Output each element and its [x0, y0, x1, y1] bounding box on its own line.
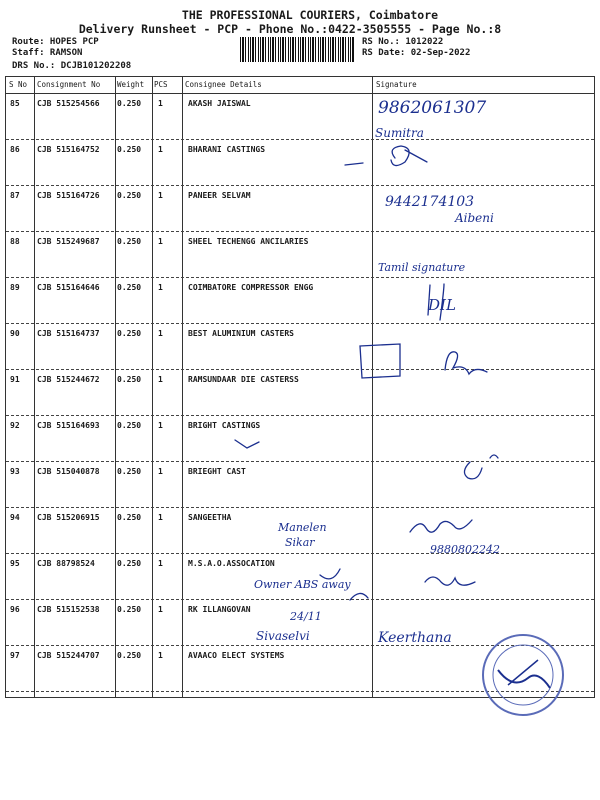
- cell-sno: 92: [10, 421, 20, 430]
- cell-consignment: CJB 515164726: [37, 191, 100, 200]
- staff-label: Staff: RAMSON: [12, 48, 83, 58]
- cell-sno: 97: [10, 651, 20, 660]
- cell-consignee: SHEEL TECHENGG ANCILARIES: [188, 237, 309, 246]
- cell-consignment: CJB 515164646: [37, 283, 100, 292]
- rs-date: RS Date: 02-Sep-2022: [362, 48, 471, 58]
- cell-sno: 88: [10, 237, 20, 246]
- cell-pcs: 1: [158, 237, 163, 246]
- cell-weight: 0.250: [117, 145, 142, 154]
- cell-weight: 0.250: [117, 237, 142, 246]
- hw-r94-note: Sikar: [285, 536, 315, 549]
- box-mark-r90: [360, 344, 400, 378]
- cell-sno: 90: [10, 329, 20, 338]
- cell-sno: 95: [10, 559, 20, 568]
- scribble-r94: [410, 520, 472, 532]
- cell-pcs: 1: [158, 99, 163, 108]
- cell-consignment: CJB 515164693: [37, 421, 100, 430]
- header-consignee: Consignee Details: [185, 80, 262, 89]
- cell-pcs: 1: [158, 651, 163, 660]
- cell-consignment: CJB 515206915: [37, 513, 100, 522]
- cell-sno: 87: [10, 191, 20, 200]
- hw-r95-note: Owner ABS away: [254, 578, 351, 591]
- cell-consignment: CJB 88798524: [37, 559, 95, 568]
- cell-weight: 0.250: [117, 651, 142, 660]
- cell-sno: 93: [10, 467, 20, 476]
- hw-r85-name: Sumitra: [375, 126, 424, 140]
- cell-sno: 89: [10, 283, 20, 292]
- header-pcs: PCS: [154, 80, 168, 89]
- cell-consignee: RAMSUNDAAR DIE CASTERSS: [188, 375, 299, 384]
- hw-r94-phone: 9880802242: [430, 543, 500, 556]
- scribble-r90: [445, 352, 487, 374]
- cell-consignee: BRIEGHT CAST: [188, 467, 246, 476]
- cell-pcs: 1: [158, 421, 163, 430]
- hw-r87-name: Aibeni: [455, 211, 494, 225]
- cell-pcs: 1: [158, 283, 163, 292]
- cell-pcs: 1: [158, 467, 163, 476]
- header-consignment: Consignment No: [37, 80, 101, 89]
- cell-consignee: PANEER SELVAM: [188, 191, 251, 200]
- hw-r94-name: Manelen: [278, 521, 327, 534]
- cell-sno: 86: [10, 145, 20, 154]
- cell-sno: 91: [10, 375, 20, 384]
- header-weight: Weight: [117, 80, 145, 89]
- scribble-r95-sig: [425, 577, 475, 585]
- rs-number: RS No.: 1012022: [362, 37, 444, 47]
- hw-r88-name: Tamil signature: [378, 261, 466, 274]
- cell-pcs: 1: [158, 559, 163, 568]
- scribble-r86: [391, 146, 427, 166]
- drs-number: DRS No.: DCJB101202208: [12, 61, 132, 71]
- cell-weight: 0.250: [117, 375, 142, 384]
- cell-consignee: M.S.A.O.ASSOCATION: [188, 559, 275, 568]
- hw-r87-phone: 9442174103: [385, 194, 475, 210]
- cell-consignee: BEST ALUMINIUM CASTERS: [188, 329, 294, 338]
- cell-weight: 0.250: [117, 283, 142, 292]
- scribble-r86-dash: [345, 163, 363, 165]
- tick-r92: [235, 440, 259, 448]
- hw-r96-note: 24/11: [290, 610, 322, 623]
- cell-consignee: RK ILLANGOVAN: [188, 605, 251, 614]
- cell-pcs: 1: [158, 513, 163, 522]
- cell-weight: 0.250: [117, 329, 142, 338]
- cell-consignment: CJB 515254566: [37, 99, 100, 108]
- route-label: Route: HOPES PCP: [12, 37, 99, 47]
- cell-consignee: AVAACO ELECT SYSTEMS: [188, 651, 285, 660]
- header-signature: Signature: [376, 80, 417, 89]
- cell-consignment: CJB 515152538: [37, 605, 100, 614]
- cell-pcs: 1: [158, 605, 163, 614]
- courier-seal-stamp: [478, 630, 568, 720]
- runsheet-subtitle: Delivery Runsheet - PCP - Phone No.:0422-3505555 - Page No.:8: [78, 22, 502, 36]
- cell-pcs: 1: [158, 375, 163, 384]
- scribble-r93: [464, 455, 498, 479]
- cell-sno: 96: [10, 605, 20, 614]
- cell-consignment: CJB 515164752: [37, 145, 100, 154]
- cell-consignment: CJB 515249687: [37, 237, 100, 246]
- cell-pcs: 1: [158, 191, 163, 200]
- header-sno: S No: [9, 80, 28, 89]
- cell-sno: 85: [10, 99, 20, 108]
- cell-weight: 0.250: [117, 559, 142, 568]
- company-title: THE PROFESSIONAL COURIERS, Coimbatore: [181, 8, 439, 22]
- cell-consignee: SANGEETHA: [188, 513, 232, 522]
- cell-consignee: BRIGHT CASTINGS: [188, 421, 261, 430]
- hw-r89-name: DIL: [428, 296, 456, 314]
- hw-r85-phone: 9862061307: [378, 98, 487, 118]
- cell-consignee: AKASH JAISWAL: [188, 99, 251, 108]
- cell-consignment: CJB 515164737: [37, 329, 100, 338]
- cell-weight: 0.250: [117, 467, 142, 476]
- cell-consignment: CJB 515040878: [37, 467, 100, 476]
- cell-consignment: CJB 515244672: [37, 375, 100, 384]
- cell-pcs: 1: [158, 145, 163, 154]
- cell-consignee: BHARANI CASTINGS: [188, 145, 266, 154]
- cell-weight: 0.250: [117, 99, 142, 108]
- cell-consignment: CJB 515244707: [37, 651, 100, 660]
- cell-consignee: COIMBATORE COMPRESSOR ENGG: [188, 283, 314, 292]
- cell-weight: 0.250: [117, 513, 142, 522]
- cell-pcs: 1: [158, 329, 163, 338]
- cell-sno: 94: [10, 513, 20, 522]
- hw-r96-sig: Keerthana: [378, 630, 452, 646]
- hw-r96-name: Sivaselvi: [256, 629, 310, 643]
- cell-weight: 0.250: [117, 191, 142, 200]
- cell-weight: 0.250: [117, 421, 142, 430]
- cell-weight: 0.250: [117, 605, 142, 614]
